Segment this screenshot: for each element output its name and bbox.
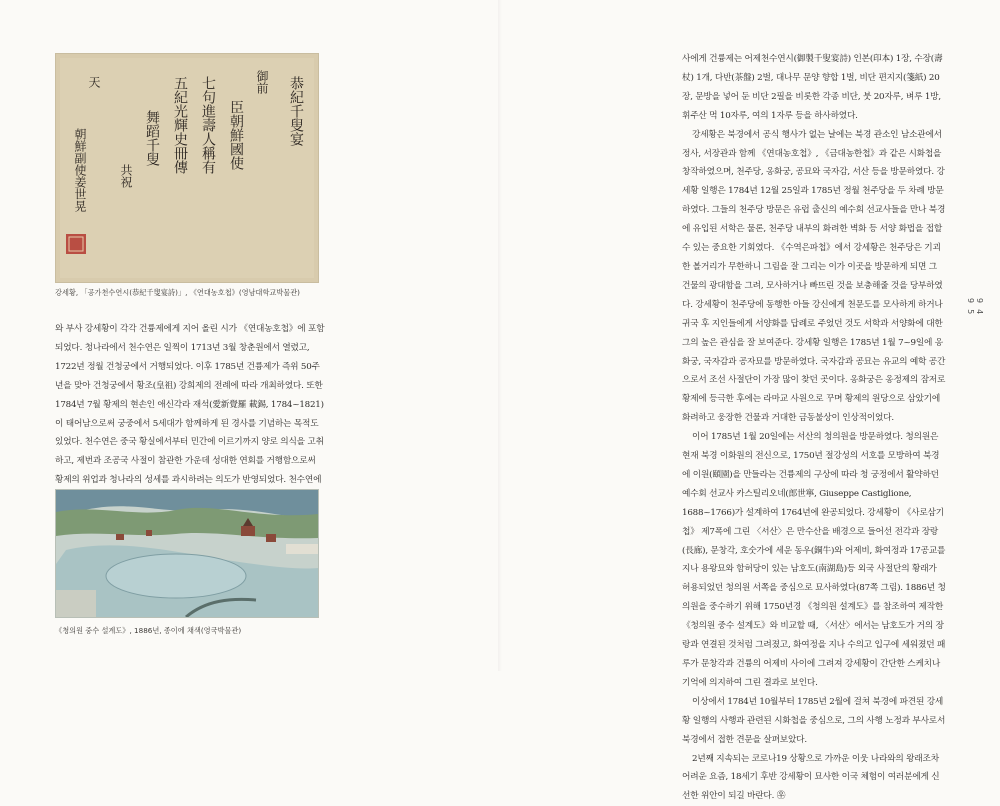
page-number-left: 94 [975,298,984,321]
calligraphy-col-7: 共祝 [119,164,133,188]
calligraphy-col-9: 朝鮮副使姜世晃 [73,128,87,212]
right-body-text [682,50,947,806]
calligraphy-col-4: 七句進壽人稱有 [200,76,216,174]
right-paragraph-3: 이어 1785년 1월 20일에는 서산의 청의원을 방문하였다. 청의원은 현재 북경 이화원의 전신으로, 1750년 절강성의 서호를 모방하여 북경에 이원(頤園)을 만들라는 건륭제의 구상에 따라 청 궁정에서 활약하던 예수회 선교사 카스틸리오네(郎世寧, Giuseppe Castiglione, 1688~1766)가 설계하여 1764년에 완공되었다. 강세황이 《사로삼기첩》 제7폭에 그린 〈서산〉은 만수산을 배경으로 들어선 전각과 장랑(長廊), 문창각, 호숫가에 세운 동우(銅牛)와 어제비, 화여정과 17공교를 지나 용왕묘와 함허당이 있는 남호도(南湖島)등 외국 사절단의 황래가 허용되었던 청의원 서쪽을 중심으로 묘사하였다(87쪽 그림). 1886년 청의원을 중수하기 위해 1750년경 《청의원 설계도》를 참조하여 제작한 《청의원 중수 설계도》와 비교할 때, 〈서산〉에서는 남호도가 거의 장랑과 연결된 것처럼 그려졌고, 화여정을 지나 수의고 입구에 세워졌던 패루가 문창각과 건륭의 어제비 사이에 그려져 강세황이 간단한 스케치나 기억에 의지하여 그린 결과로 보인다. [682,432,946,688]
page-numbers [966,298,984,320]
calligraphy-image [55,53,319,283]
right-paragraph-1: 사에게 건륭제는 어제천수연시(御製千叟宴詩) 인본(印本) 1장, 수장(壽杖) 1개, 다반(茶盤) 2벌, 대나무 문양 향합 1벌, 비단 편지지(箋紙) 20장, 문방을 넣어 둔 비단 2필을 비롯한 각종 비단, 붓 20자루, 벼루 1방, 휘주산 먹 10자루, 여의 1자루 등을 하사하였다. [682,54,943,121]
calligraphy-col-5: 五紀光輝史冊傳 [172,76,188,174]
left-paragraph: 와 부사 강세황이 각각 건륭제에게 지어 올린 시가 《연대농호첩》에 포함되었다. 청나라에서 천수연은 일찍이 1713년 3월 창춘원에서 열렸고, 1722년 정월 건청궁에서 거행되었다. 이후 1785년 건륭제가 즉위 50주년을 맞아 건청궁에서 황조(皇祖) 강희제의 전례에 따라 개최하였다. 또한 1784년 7월 황제의 현손인 애신각라 재석(愛新覺羅 載錫, 1784~1821)이 태어남으로써 궁중에서 5세대가 함께하게 된 경사를 기념하는 목적도 있었다. 천수연은 중국 황실에서부터 민간에 이르기까지 양로 의식을 고취하고, 제번과 조공국 사절이 참관한 가운데 성대한 연회를 거행함으로써 황제의 위업과 청나라의 성세를 과시하려는 의도가 반영되었다. 천수연에 [55,324,325,486]
right-paragraph-4: 이상에서 1784년 10월부터 1785년 2월에 걸쳐 북경에 파견된 강세황 일행의 사행과 관련된 시화첩을 중심으로, 그의 사행 노정과 부사로서 북경에서 접한 견문을 살펴보았다. [682,696,946,745]
palace-map-image [55,489,319,618]
right-paragraph-2: 강세황은 북경에서 공식 행사가 없는 날에는 북경 관소인 남소관에서 정사, 서장관과 함께 《연대농호첩》, 《금대농한첩》과 같은 시화첩을 창작하였으며, 천주당, 옹화궁, 공묘와 국자감, 서산 등을 방문하였다. 강세황 일행은 1784년 12월 25일과 1785년 정월 천주당을 두 차례 방문하였다. 그들의 천주당 방문은 유럽 출신의 예수회 선교사들을 만나 북경에 유입된 서학은 물론, 천주당 내부의 화려한 벽화 등 서양 화법을 접할 수 있는 중요한 기회였다. 《수역은파첩》에서 강세황은 천주당은 기괴한 볼거리가 무한하니 그림을 잘 그리는 이가 이곳을 방문하게 되면 그 건물의 광대함을 그려, 모사하거나 빠뜨린 것을 보충해줄 것을 당부하였다. 강세황이 천주당에 동행한 아들 강신에게 천문도를 모사하게 하거나 귀국 후 지인들에게 서양화를 답례로 주었던 것도 서학과 서양화에 대한 그의 높은 관심을 잘 보여준다. 강세황 일행은 1785년 1월 7~9일에 옹화궁, 국자감과 공자묘를 방문하였다. 국자감과 공묘는 유교의 예학 공간으로서 조선 사절단이 가장 많이 찾던 곳이다. 옹화궁은 옹정제의 잠저로 황제에 등극한 후에는 라마교 사원으로 꾸며 황제의 원당으로 삼았기에 화려하고 웅장한 건물과 거대한 금동불상이 인상적이었다. [682,129,946,424]
left-body-text [55,320,325,509]
figure1-caption: 강세황, 「공가천수연시(恭紀千叟宴詩)」, 《연대농호첩》(영남대학교박물관) [55,288,300,297]
calligraphy-col-8: 天 [87,76,101,88]
page-gutter [498,0,502,671]
calligraphy-col-2: 御前 [255,70,269,94]
calligraphy-col-1: 恭紀千叟宴 [288,76,304,146]
figure2-caption: 《청의원 중수 설계도》, 1886년, 종이에 채색(영국박물관) [55,626,242,635]
calligraphy-col-6: 舞蹈千叟 [144,110,160,166]
page-number-right: 95 [966,298,975,321]
calligraphy-col-3: 臣朝鮮國使 [228,100,244,170]
right-paragraph-5: 2년째 지속되는 코로나19 상황으로 가까운 이웃 나라와의 왕래조차 어려운 요즘, 18세기 후반 강세황이 묘사한 이국 체험이 여러분에게 신선한 위안이 되길 바란다. ㉾ [682,753,940,802]
